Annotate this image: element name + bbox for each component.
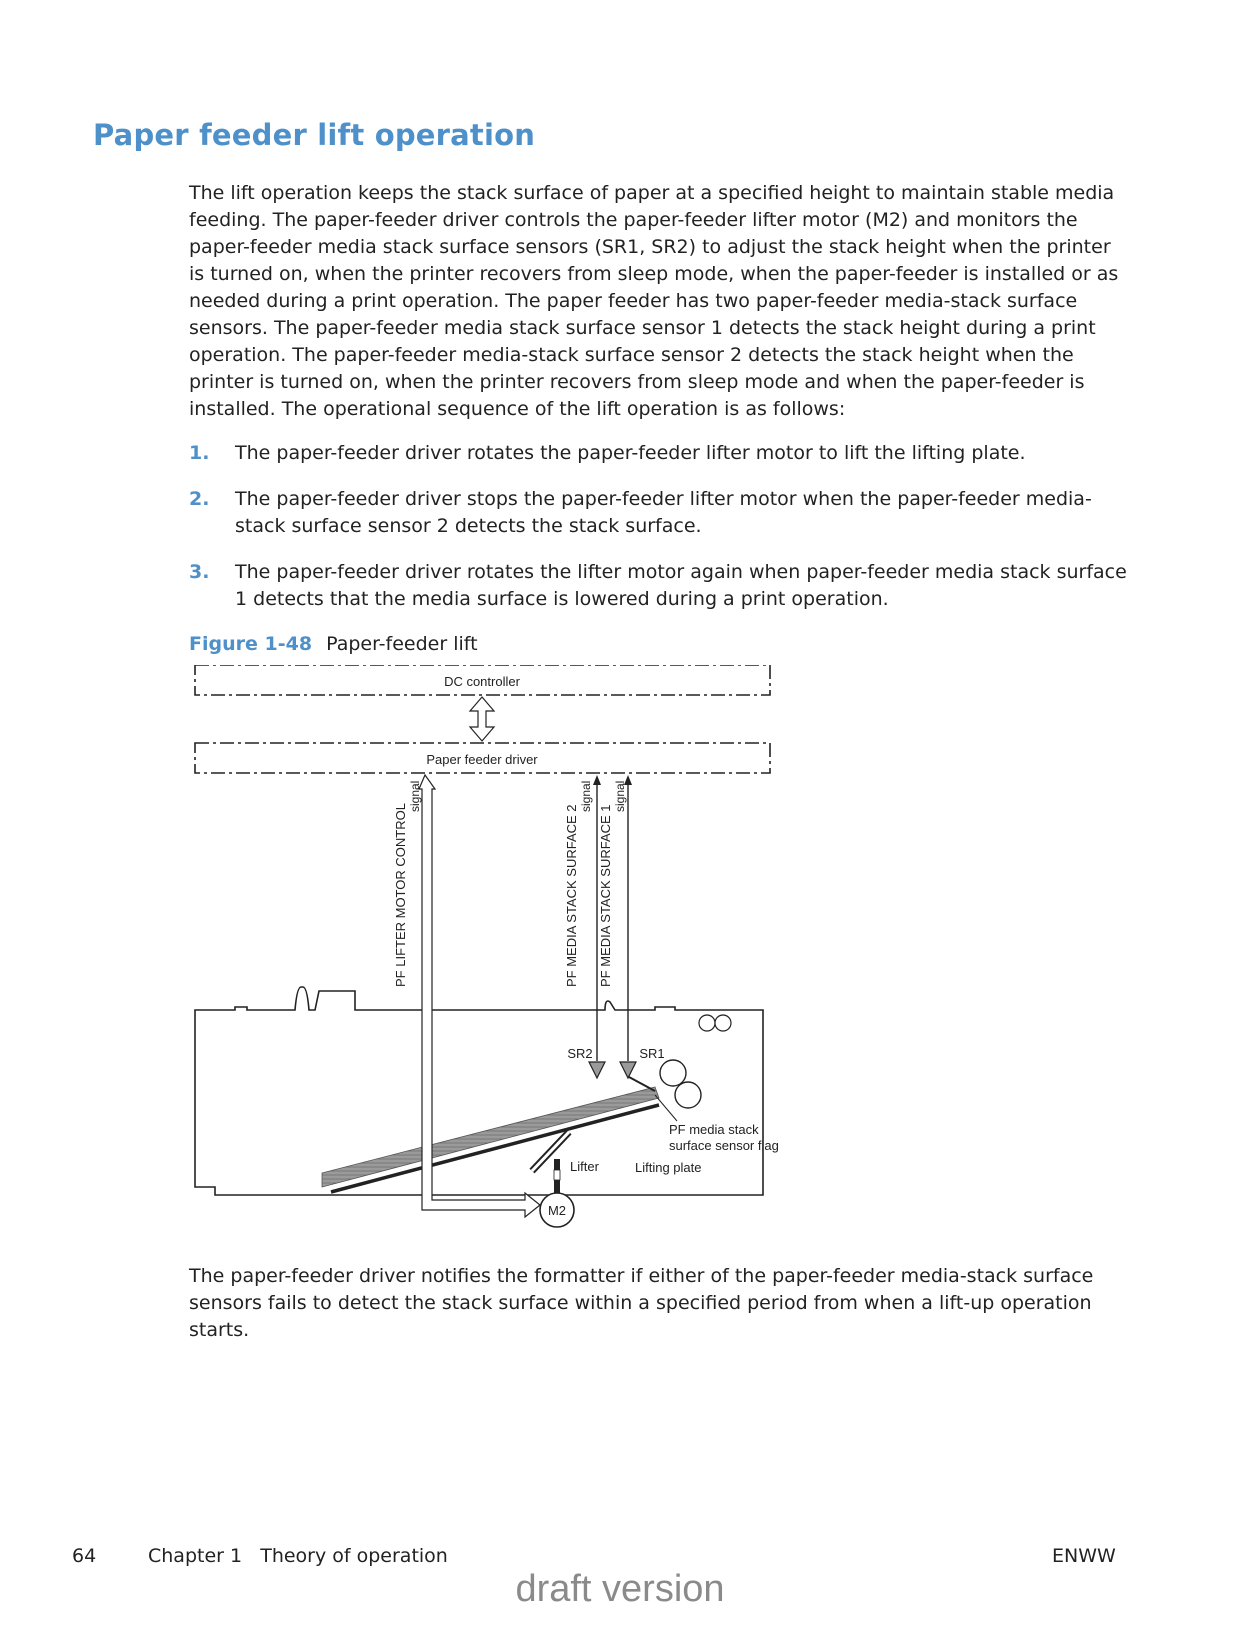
footer-right-label: ENWW xyxy=(1052,1545,1116,1567)
lifter-signal-word: signal xyxy=(408,780,422,812)
intro-paragraph: The lift operation keeps the stack surface of paper at a specified height to maintain stable media feeding. The paper-feeder driver controls the paper-feeder lifter motor (M2) and monitors the paper-feeder media stack surface sensors (SR1, SR2) to adjust the stack height when the printer is turned on, when the printer recovers from sleep mode, when the paper-feeder is installed or as needed during a print operation. The paper feeder has two paper-feeder media-stack surface sensors. The paper-feeder media stack surface sensor 1 detects the stack height during a print operation. The paper-feeder media-stack surface sensor 2 detects the stack height when the printer is turned on, when the printer recovers from sleep mode and when the paper-feeder is installed. The operational sequence of the lift operation is as follows: xyxy=(189,182,1119,420)
step-number: 1. xyxy=(189,442,210,464)
motor-label: M2 xyxy=(547,1203,567,1218)
figure-label: Figure 1-48 xyxy=(189,633,313,655)
surface2-signal-word: signal xyxy=(579,780,593,812)
footer-chapter: Chapter 1 Theory of operation xyxy=(148,1545,448,1567)
step-text: The paper-feeder driver rotates the paper-feeder lifter motor to lift the lifting plate. xyxy=(235,442,1026,464)
paper-stack xyxy=(322,1087,659,1187)
figure-caption xyxy=(189,633,478,655)
closing-paragraph: The paper-feeder driver notifies the formatter if either of the paper-feeder media-stack surface sensors fails to detect the stack surface within a specified period from when a lift-up operation starts. xyxy=(189,1265,1094,1341)
lifter-label: Lifter xyxy=(570,1159,599,1174)
footer-page-number: 64 xyxy=(72,1545,97,1567)
list-item xyxy=(189,440,1129,467)
step-text: The paper-feeder driver rotates the lifter motor again when paper-feeder media stack surface 1 detects that the media surface is lowered during a print operation. xyxy=(235,561,1127,610)
roller-icon xyxy=(699,1015,715,1031)
sensor-flag-label-line2: surface sensor flag xyxy=(669,1138,779,1153)
roller-icon xyxy=(715,1015,731,1031)
paper-feeder-driver-label: Paper feeder driver xyxy=(426,752,538,767)
sensor-flag xyxy=(629,1077,655,1091)
sr2-label: SR2 xyxy=(567,1046,593,1061)
list-item xyxy=(189,486,1129,540)
paper-feeder-lift-diagram xyxy=(185,665,785,1235)
sr2-sensor-icon xyxy=(589,1062,605,1078)
lifter-signal-label: PF LIFTER MOTOR CONTROL xyxy=(393,803,408,987)
surface1-signal-word: signal xyxy=(613,780,627,812)
arrowhead-icon xyxy=(593,775,601,785)
feed-roller xyxy=(675,1082,701,1108)
draft-watermark: draft version xyxy=(515,1568,725,1610)
step-number: 2. xyxy=(189,488,210,510)
lifting-plate xyxy=(331,1105,659,1192)
pickup-roller xyxy=(660,1060,686,1086)
sensor-flag-leader xyxy=(655,1095,677,1121)
step-text: The paper-feeder driver stops the paper-feeder lifter motor when the paper-feeder media-stack surface sensor 2 detects the stack surface. xyxy=(235,488,1092,537)
sensor-flag-label-line1: PF media stack xyxy=(669,1122,759,1137)
sr1-label: SR1 xyxy=(639,1046,665,1061)
bidirectional-arrow-icon xyxy=(470,697,494,741)
page-title: Paper feeder lift operation xyxy=(93,118,536,152)
lifter-shaft-band xyxy=(554,1170,560,1180)
surface1-signal-label: PF MEDIA STACK SURFACE 1 xyxy=(598,804,613,987)
dc-controller-label: DC controller xyxy=(444,674,520,689)
list-item xyxy=(189,559,1129,613)
surface2-signal-label: PF MEDIA STACK SURFACE 2 xyxy=(564,804,579,987)
step-list xyxy=(189,440,1129,632)
figure-caption-text: Paper-feeder lift xyxy=(326,633,478,655)
lifting-plate-label: Lifting plate xyxy=(635,1160,702,1175)
step-number: 3. xyxy=(189,561,210,583)
sr1-sensor-icon xyxy=(620,1062,636,1078)
